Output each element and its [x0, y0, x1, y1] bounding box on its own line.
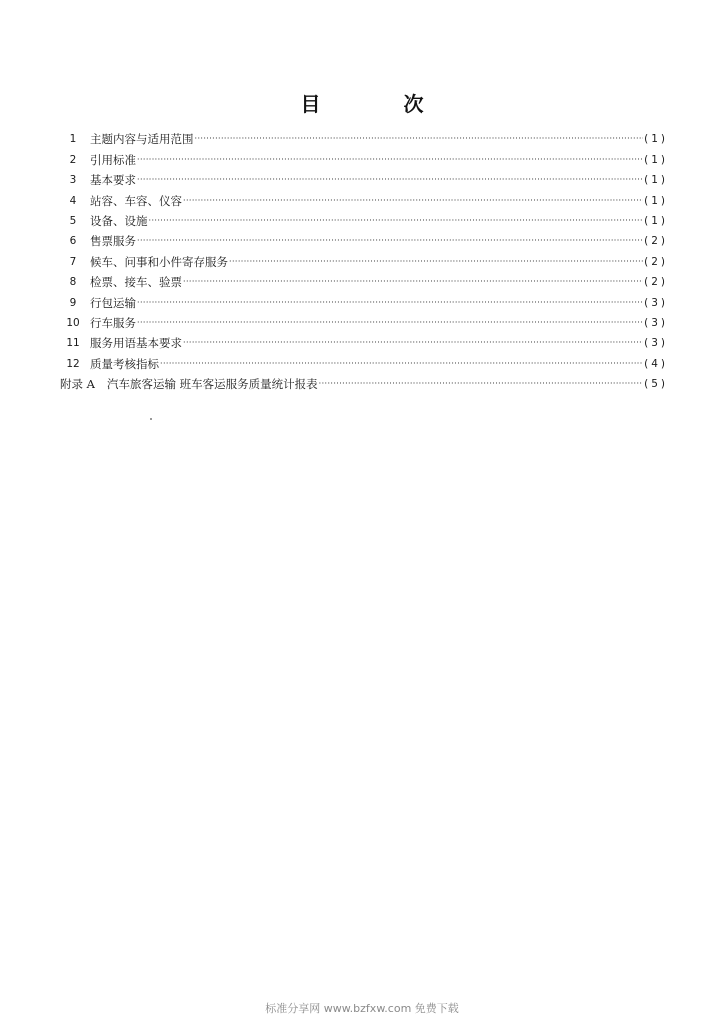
toc-leader-dots [149, 216, 644, 226]
toc-entry-3 [60, 167, 668, 187]
toc-number: 2 [69, 153, 77, 166]
toc-title: 服务用语基本要求 [90, 336, 182, 351]
toc-page-number: (1) [644, 153, 668, 166]
toc-leader-dots [183, 338, 643, 348]
toc-page-number: (2) [644, 255, 668, 268]
toc-leader-dots [319, 379, 644, 389]
toc-leader-dots [137, 236, 643, 246]
toc-title: 行车服务 [90, 315, 136, 330]
scan-speck [150, 418, 152, 420]
toc-title: 候车、问事和小件寄存服务 [90, 254, 228, 269]
toc-number: 11 [66, 337, 80, 350]
toc-title: 基本要求 [90, 173, 136, 188]
toc-entry-4 [60, 187, 668, 207]
toc-page-number: (3) [644, 337, 668, 350]
toc-leader-dots [137, 298, 643, 308]
toc-title: 引用标准 [90, 152, 136, 167]
toc-page-number: (3) [644, 316, 668, 329]
toc-entry-6 [60, 228, 668, 248]
toc-number: 5 [69, 214, 77, 227]
toc-leader-dots [137, 175, 643, 185]
toc-leader-dots [195, 134, 644, 144]
toc-entry-12 [60, 350, 668, 370]
toc-leader-dots [137, 155, 643, 165]
toc-page-number: (2) [644, 276, 668, 289]
toc-title: 质量考核指标 [90, 356, 159, 371]
toc-leader-dots [183, 196, 643, 206]
toc-leader-dots [183, 277, 643, 287]
toc-title: 售票服务 [90, 234, 136, 249]
toc-number: 8 [69, 276, 77, 289]
toc-title: 汽车旅客运输 班车客运服务质量统计报表 [106, 377, 318, 392]
toc-entry-8 [60, 269, 668, 289]
toc-entry-11 [60, 330, 668, 350]
footer-watermark: 标准分享网 www.bzfxw.com 免费下载 [265, 1002, 459, 1015]
toc-page-number: (1) [644, 214, 668, 227]
toc-entry-1 [60, 126, 668, 146]
toc-page-number: (1) [644, 194, 668, 207]
toc-page-number: (1) [644, 133, 668, 146]
toc-number: 1 [69, 133, 77, 146]
toc-number: 附录 A [60, 377, 95, 392]
table-of-contents [60, 126, 668, 391]
toc-page-number: (1) [644, 174, 668, 187]
toc-page-number: (5) [644, 378, 668, 391]
toc-entry-2 [60, 146, 668, 166]
toc-number: 9 [69, 296, 77, 309]
toc-number: 12 [66, 357, 80, 370]
toc-page-number: (3) [644, 296, 668, 309]
toc-entry-10 [60, 310, 668, 330]
toc-number: 10 [66, 316, 80, 329]
toc-number: 3 [69, 174, 77, 187]
toc-entry-appendix-a [60, 371, 668, 391]
toc-number: 7 [69, 255, 77, 268]
toc-title: 设备、设施 [90, 213, 148, 228]
toc-page-number: (4) [644, 357, 668, 370]
toc-leader-dots [229, 257, 643, 267]
toc-title: 站容、车容、仪容 [90, 193, 182, 208]
toc-number: 6 [69, 235, 77, 248]
toc-leader-dots [137, 318, 643, 328]
page-title: 目 次 [300, 92, 462, 116]
toc-entry-5 [60, 208, 668, 228]
toc-title: 主题内容与适用范围 [90, 132, 194, 147]
toc-entry-9 [60, 289, 668, 309]
toc-number: 4 [69, 194, 77, 207]
toc-leader-dots [160, 359, 643, 369]
toc-page-number: (2) [644, 235, 668, 248]
toc-title: 检票、接车、验票 [90, 275, 182, 290]
toc-entry-7 [60, 248, 668, 268]
toc-title: 行包运输 [90, 295, 136, 310]
